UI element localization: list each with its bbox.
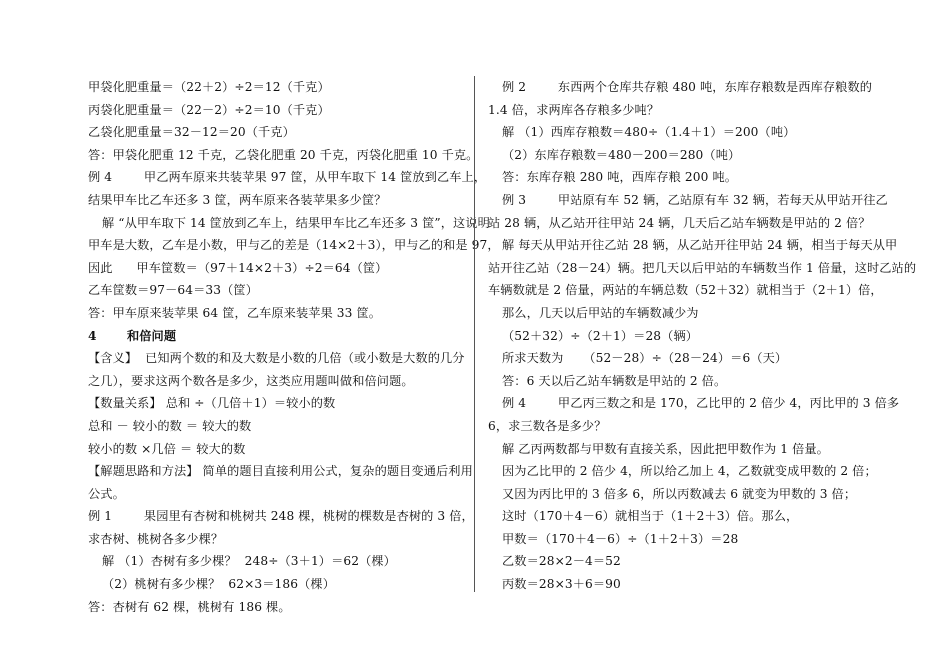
right-text-line: （52＋32）÷（2＋1）＝28（辆） bbox=[502, 328, 699, 343]
left-column bbox=[88, 76, 500, 618]
right-text-line: 1.4 倍，求两库各存粮多少吨？ bbox=[488, 102, 660, 117]
left-text-line: 4 和倍问题 bbox=[88, 328, 177, 343]
left-text-line: 总和 － 较小的数 ＝ 较大的数 bbox=[88, 418, 252, 433]
left-text-line: 公式。 bbox=[88, 486, 125, 501]
right-text-line: 又因为丙比甲的 3 倍多 6，所以丙数减去 6 就变为甲数的 3 倍； bbox=[502, 486, 857, 501]
left-text-line: 【数量关系】 总和 ÷（几倍＋1）＝较小的数 bbox=[88, 396, 336, 411]
left-text-line: 答：杏树有 62 棵，桃树有 186 棵。 bbox=[88, 599, 291, 614]
right-text-line: 站开往乙站（28－24）辆。把几天以后甲站的车辆数当作 1 倍量，这时乙站的 bbox=[488, 260, 917, 275]
left-text-line: 【含义】 已知两个数的和及大数是小数的几倍（或小数是大数的几分 bbox=[88, 351, 465, 366]
left-text-line: 乙车筐数＝97－64＝33（筐） bbox=[88, 283, 258, 298]
right-text-line: 例 3 甲站原有车 52 辆，乙站原有车 32 辆，若每天从甲站开往乙 bbox=[502, 192, 888, 207]
left-text-line: 丙袋化肥重量＝（22－2）÷2＝10（千克） bbox=[88, 102, 330, 117]
right-text-line: 因为乙比甲的 2 倍少 4，所以给乙加上 4，乙数就变成甲数的 2 倍； bbox=[502, 464, 877, 479]
right-text-line: 车辆数就是 2 倍量，两站的车辆总数（52＋32）就相当于（2＋1）倍， bbox=[488, 283, 883, 298]
column-divider bbox=[474, 76, 475, 592]
left-text-line: 结果甲车比乙车还多 3 筐，两车原来各装苹果多少筐？ bbox=[88, 192, 387, 207]
right-text-line: 答：6 天以后乙站车辆数是甲站的 2 倍。 bbox=[502, 373, 727, 388]
left-text-line: 解 （1）杏树有多少棵？ 248÷（3＋1）＝62（棵） bbox=[102, 554, 396, 569]
left-text-line: 乙袋化肥重量＝32－12＝20（千克） bbox=[88, 125, 295, 140]
left-text-line: 甲车是大数，乙车是小数，甲与乙的差是（14×2＋3），甲与乙的和是 97， bbox=[88, 238, 500, 253]
right-text-line: 例 2 东西两个仓库共存粮 480 吨，东库存粮数是西库存粮数的 bbox=[502, 80, 873, 94]
left-text-line: 之几），要求这两个数各是多少，这类应用题叫做和倍问题。 bbox=[88, 373, 414, 388]
left-text-line: 答：甲袋化肥重 12 千克，乙袋化肥重 20 千克，丙袋化肥重 10 千克。 bbox=[88, 147, 479, 162]
right-text-line: 这时（170＋4－6）就相当于（1＋2＋3）倍。那么， bbox=[502, 509, 799, 524]
right-text-line: （2）东库存粮数＝480－200＝280（吨） bbox=[502, 147, 741, 162]
left-text-line: 甲袋化肥重量＝（22＋2）÷2＝12（千克） bbox=[88, 80, 330, 94]
right-text-line: 丙数＝28×3＋6＝90 bbox=[502, 577, 621, 592]
left-text-line: 因此 甲车筐数＝（97＋14×2＋3）÷2＝64（筐） bbox=[88, 260, 388, 275]
right-text-line: 那么，几天以后甲站的车辆数减少为 bbox=[502, 305, 699, 320]
left-text-line: 例 4 甲乙两车原来共装苹果 97 筐，从甲车取下 14 筐放到乙车上， bbox=[88, 170, 487, 185]
right-text-line: 甲数＝（170＋4－6）÷（1＋2＋3）＝28 bbox=[502, 531, 739, 546]
right-text-line: 解 乙丙两数都与甲数有直接关系，因此把甲数作为 1 倍量。 bbox=[502, 441, 829, 456]
right-text-line: 乙数＝28×2－4＝52 bbox=[502, 554, 621, 569]
left-text-line: （2）桃树有多少棵？ 62×3＝186（棵） bbox=[102, 577, 335, 592]
right-text-line: 解 （1）西库存粮数＝480÷（1.4＋1）＝200（吨） bbox=[502, 125, 796, 140]
right-text-line: 6，求三数各是多少？ bbox=[488, 418, 607, 433]
right-text-line: 答：东库存粮 280 吨，西库存粮 200 吨。 bbox=[502, 170, 738, 185]
left-text-line: 较小的数 ×几倍 ＝ 较大的数 bbox=[88, 441, 246, 456]
right-text-line: 例 4 甲乙丙三数之和是 170，乙比甲的 2 倍少 4，丙比甲的 3 倍多 bbox=[502, 396, 900, 411]
left-text-line: 例 1 果园里有杏树和桃树共 248 棵，桃树的棵数是杏树的 3 倍， bbox=[88, 509, 474, 524]
right-text-line: 站 28 辆，从乙站开往甲站 24 辆，几天后乙站车辆数是甲站的 2 倍？ bbox=[488, 215, 871, 230]
left-text-line: 求杏树、桃树各多少棵？ bbox=[88, 531, 224, 546]
right-column bbox=[488, 76, 917, 596]
right-text-line: 解 每天从甲站开往乙站 28 辆，从乙站开往甲站 24 辆，相当于每天从甲 bbox=[502, 238, 898, 253]
right-text-line: 所求天数为 （52－28）÷（28－24）＝6（天） bbox=[502, 351, 788, 366]
left-text-line: 解 “从甲车取下 14 筐放到乙车上，结果甲车比乙车还多 3 筐”，这说明 bbox=[102, 215, 490, 230]
left-text-line: 答：甲车原来装苹果 64 筐，乙车原来装苹果 33 筐。 bbox=[88, 305, 382, 320]
left-text-line: 【解题思路和方法】 简单的题目直接利用公式，复杂的题目变通后利用 bbox=[88, 464, 473, 479]
